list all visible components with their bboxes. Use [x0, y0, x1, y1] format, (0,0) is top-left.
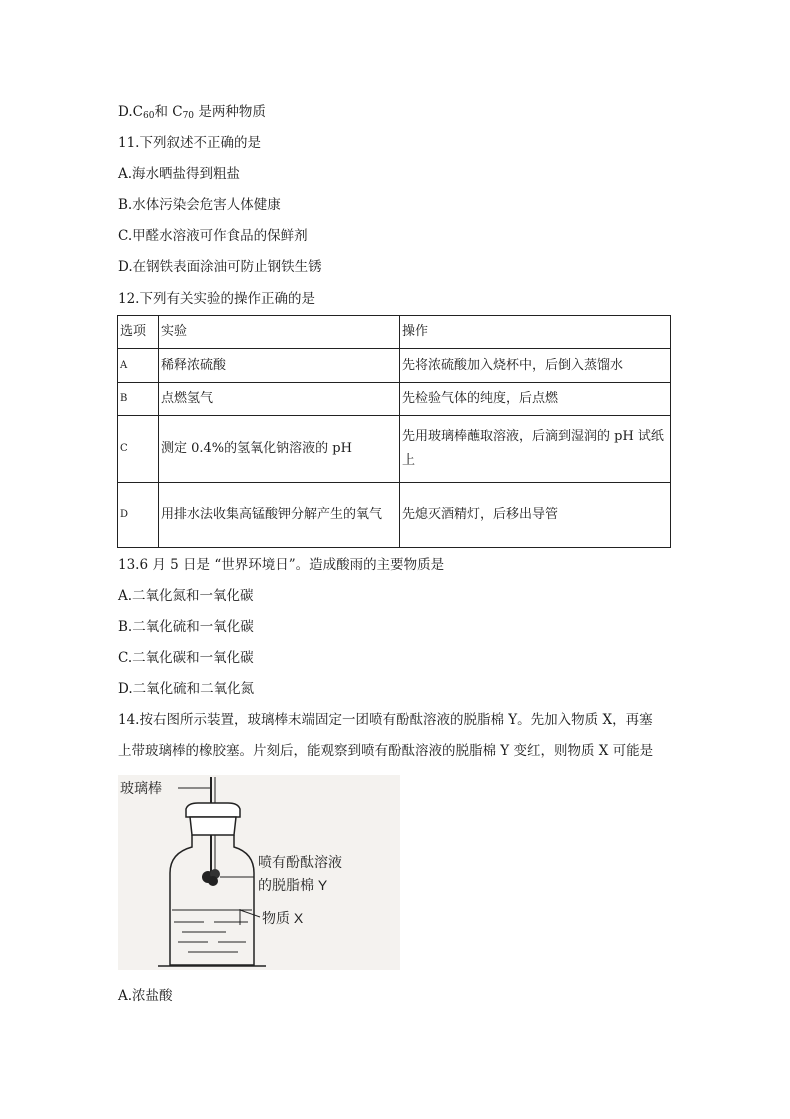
row-operation: 先检验气体的纯度，后点燃	[400, 383, 671, 416]
q14-stem-line1: 14.按右图所示装置，玻璃棒末端固定一团喷有酚酞溶液的脱脂棉 Y。先加入物质 X，再塞	[118, 712, 653, 728]
table-row	[118, 483, 671, 548]
table-header-row	[118, 316, 671, 349]
q11-option-c: C.甲醛水溶液可作食品的保鲜剂	[118, 228, 308, 244]
label-substance-x: 物质 X	[262, 910, 304, 926]
apparatus-figure	[118, 775, 400, 970]
table-row	[118, 349, 671, 383]
q14-option-a: A.浓盐酸	[118, 988, 173, 1004]
row-option: D	[118, 483, 159, 548]
q10-option-d: $D.C_{60}$和 $C_{70}$ 是两种物质	[118, 104, 266, 121]
q13-stem: 13.6 月 5 日是 “世界环境日”。造成酸雨的主要物质是	[118, 557, 445, 573]
q13-option-b: B.二氧化硫和一氧化碳	[118, 619, 254, 635]
q14-stem-line2: 上带玻璃棒的橡胶塞。片刻后，能观察到喷有酚酞溶液的脱脂棉 Y 变红，则物质 X 可能是	[118, 743, 654, 759]
q11-option-a: A.海水晒盐得到粗盐	[118, 166, 241, 182]
row-experiment: 用排水法收集高锰酸钾分解产生的氧气	[159, 483, 400, 548]
q11-option-d: D.在钢铁表面涂油可防止钢铁生锈	[118, 259, 322, 275]
q11-stem: 11.下列叙述不正确的是	[118, 135, 261, 151]
row-option: C	[118, 416, 159, 483]
row-operation: 先将浓硫酸加入烧杯中，后倒入蒸馏水	[400, 349, 671, 383]
label-cotton-line2: 的脱脂棉 Y	[258, 877, 328, 893]
header-experiment: 实验	[159, 316, 400, 349]
header-option: 选项	[118, 316, 159, 349]
row-experiment: 点燃氢气	[159, 383, 400, 416]
row-option: B	[118, 383, 159, 416]
label-cotton-line1: 喷有酚酞溶液	[258, 854, 342, 870]
q12-table	[117, 315, 671, 548]
table-row	[118, 416, 671, 483]
row-operation: 先用玻璃棒蘸取溶液，后滴到湿润的 pH 试纸上	[400, 416, 671, 483]
row-operation: 先熄灭酒精灯，后移出导管	[400, 483, 671, 548]
label-glass-rod: 玻璃棒	[120, 780, 162, 796]
table-row	[118, 383, 671, 416]
q12-stem: 12.下列有关实验的操作正确的是	[118, 291, 315, 307]
rubber-stopper-icon	[186, 803, 240, 835]
q13-option-a: A.二氧化氮和一氧化碳	[118, 588, 254, 604]
row-option: A	[118, 349, 159, 383]
header-operation: 操作	[400, 316, 671, 349]
q13-option-c: C.二氧化碳和一氧化碳	[118, 650, 254, 666]
row-experiment: 测定 0.4%的氢氧化钠溶液的 pH	[159, 416, 400, 483]
q13-option-d: D.二氧化硫和二氧化氮	[118, 681, 255, 697]
row-experiment: 稀释浓硫酸	[159, 349, 400, 383]
q11-option-b: B.水体污染会危害人体健康	[118, 197, 281, 213]
